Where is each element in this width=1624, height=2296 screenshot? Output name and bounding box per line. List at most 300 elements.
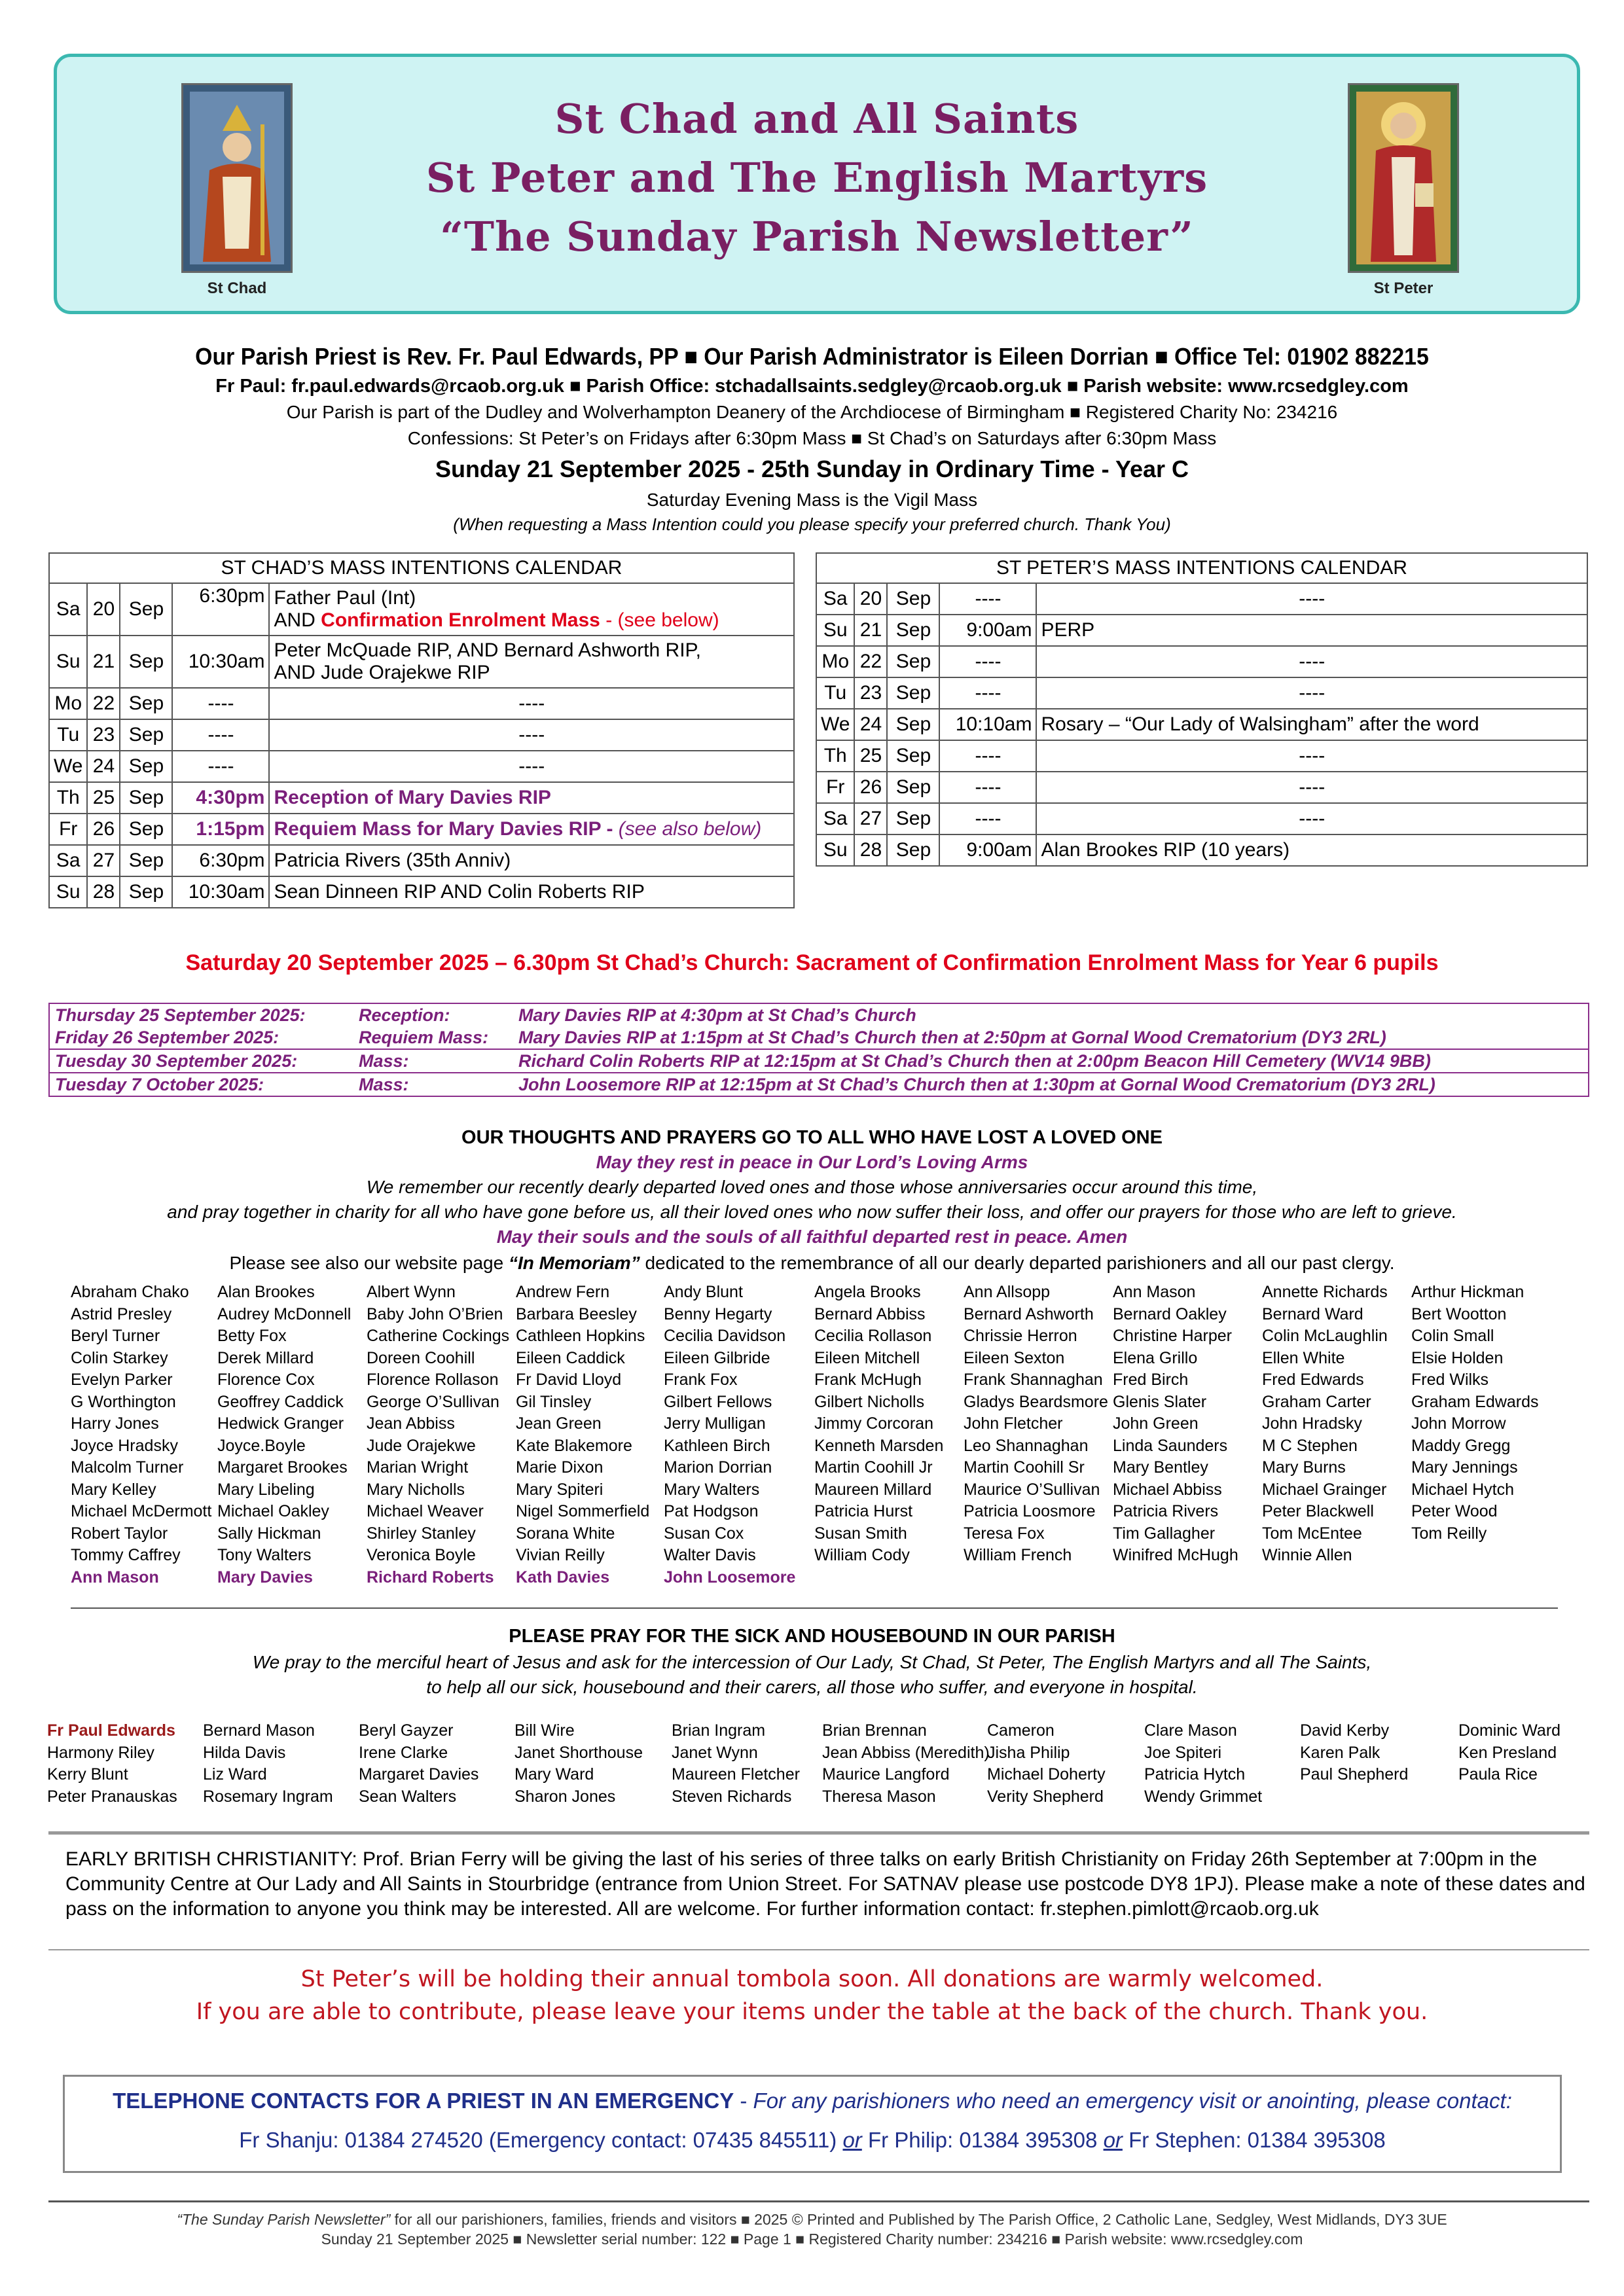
departed-name: Bernard Ward [1262,1304,1363,1323]
departed-name: John Hradsky [1262,1414,1362,1433]
sick-name: Sharon Jones [514,1787,616,1806]
sick-name: Cameron [987,1721,1055,1740]
cal-time: ---- [172,751,269,782]
cal-date: 27 [87,845,120,876]
departed-name: Chrissie Herron [964,1327,1077,1345]
departed-name: Michael Hytch [1411,1480,1514,1499]
departed-name: Cecilia Davidson [664,1327,786,1345]
departed-column [367,1282,509,1588]
cal-date: 22 [854,646,887,677]
departed-name: Vivian Reilly [516,1546,605,1564]
departed-name: Mary Kelley [71,1480,156,1499]
cal-intention: ---- [1036,677,1587,709]
cal-date: 24 [854,709,887,740]
funeral-row [50,1026,1588,1049]
cal-time: ---- [939,772,1036,803]
cal-date: 26 [87,814,120,845]
departed-name: Sorana White [516,1524,615,1543]
st-peter-calendar-title: ST PETER’S MASS INTENTIONS CALENDAR [816,553,1587,583]
departed-name: Hedwick Granger [217,1414,344,1433]
footer-publisher: for all our parishioners, families, friends and visitors ■ 2025 © Printed and Published by The Parish Office, 2 Catholic Lane, Sedgley, West Midlands, DY3 3UE [390,2211,1447,2228]
departed-name: Kathleen Birch [664,1436,770,1455]
deanery-line: Our Parish is part of the Dudley and Wolverhampton Deanery of the Archdiocese of Birmingham ■ Registered Charity No: 234216 [286,402,1338,422]
departed-name: Michael Weaver [367,1502,484,1520]
sick-name: Maureen Fletcher [672,1765,800,1784]
departed-name: Joyce Hradsky [71,1436,178,1455]
cal-time: 1:15pm [172,814,269,845]
cal-day: Tu [816,677,854,709]
departed-name: Derek Millard [217,1348,314,1367]
cal-day: Su [816,834,854,866]
sick-name: Liz Ward [203,1765,267,1784]
confirmation-notice: Saturday 20 September 2025 – 6.30pm St Chad’s Church: Sacrament of Confirmation Enrolment Mass for Year 6 pupils [185,950,1439,975]
cal-day: Th [816,740,854,772]
departed-name: Florence Cox [217,1371,315,1389]
departed-name: Catherine Cockings [367,1327,510,1345]
sick-name: Michael Doherty [987,1765,1106,1784]
departed-name: Florence Rollason [367,1371,499,1389]
departed-name: Tom McEntee [1262,1524,1362,1543]
departed-name: Jean Green [516,1414,602,1433]
sick-name: Jisha Philip [987,1743,1070,1762]
sunday-title: Sunday 21 September 2025 - 25th Sunday in Ordinary Time - Year C [435,456,1189,482]
cal-intention: ---- [1036,646,1587,677]
departed-name: Robert Taylor [71,1524,168,1543]
departed-name: Michael McDermott [71,1502,212,1520]
departed-name: G Worthington [71,1392,176,1411]
departed-name: Patricia Loosmore [964,1502,1096,1520]
section-divider [71,1607,1558,1609]
cal-date: 21 [854,615,887,646]
departed-name: Fred Edwards [1262,1371,1364,1389]
tombola-line-2: If you are able to contribute, please leave your items under the table at the back of the church. Thank you. [196,1999,1428,2025]
sick-line-2: to help all our sick, housebound and their carers, all those who suffer, and everyone in hospital. [426,1677,1198,1697]
cal-month: Sep [120,719,172,751]
sick-name: Paula Rice [1458,1765,1538,1784]
tombola-line-1: St Peter’s will be holding their annual tombola soon. All donations are warmly welcomed. [300,1966,1324,1992]
departed-name: John Morrow [1411,1414,1506,1433]
departed-name: Bernard Oakley [1113,1304,1227,1323]
departed-name: Ellen White [1262,1348,1345,1367]
early-christianity-notice [65,1847,1585,1922]
cal-time: ---- [939,740,1036,772]
cal-date: 23 [854,677,887,709]
sick-column [822,1720,990,1808]
departed-name: Abraham Chako [71,1283,189,1301]
sick-heading: PLEASE PRAY FOR THE SICK AND HOUSEBOUND IN OUR PARISH [509,1626,1115,1647]
departed-name: Eileen Mitchell [814,1348,920,1367]
departed-name: Martin Coohill Jr [814,1458,933,1477]
funeral-detail: Richard Colin Roberts RIP at 12:15pm at St Chad’s Church then at 2:00pm Beacon Hill Cemetery (WV14 9BB) [518,1051,1431,1071]
sick-name: Beryl Gayzer [359,1721,454,1740]
cal-intention: ---- [1036,740,1587,772]
vigil-line: Saturday Evening Mass is the Vigil Mass [646,490,978,510]
sick-column [359,1720,478,1808]
departed-name: Cecilia Rollason [814,1327,932,1345]
sick-name: Kerry Blunt [47,1765,128,1784]
emergency-contacts-line [65,2128,1560,2153]
sick-column [1144,1720,1262,1808]
departed-column [664,1282,795,1588]
departed-name: Colin McLaughlin [1262,1327,1388,1345]
cal-time: ---- [939,646,1036,677]
departed-name: Jude Orajekwe [367,1436,476,1455]
notice-line: Community Centre at Our Lady and All Saints in Stourbridge (entrance from Union Street. For SATNAV please use postcode DY8 1PJ). Please make a note of these dates and [65,1873,1585,1895]
requiem-label: Requiem Mass for Mary Davies RIP - [274,818,619,840]
recent-departed-name: John Loosemore [664,1568,796,1587]
departed-column [964,1282,1108,1567]
memo-prefix: Please see also our website page [229,1253,509,1273]
cal-month: Sep [120,636,172,688]
footer-divider [48,2200,1589,2202]
cal-month: Sep [887,834,939,866]
cal-date: 28 [87,876,120,908]
cal-day: Fr [49,814,87,845]
cal-day: Sa [49,583,87,636]
recent-departed-name: Richard Roberts [367,1568,494,1587]
footer-line-2: Sunday 21 September 2025 ■ Newsletter serial number: 122 ■ Page 1 ■ Registered Charity number: 234216 ■ Parish website: www.rcsedgley.com [321,2231,1303,2248]
cal-month: Sep [887,615,939,646]
departed-name: Frank Fox [664,1371,738,1389]
newsletter-header [54,54,1580,314]
departed-name: Pat Hodgson [664,1502,759,1520]
departed-name: Sally Hickman [217,1524,321,1543]
prayers-line-1: We remember our recently dearly departed loved ones and those whose anniversaries occur around this time, [366,1177,1258,1197]
departed-name: Baby John O’Brien [367,1304,503,1323]
st-chad-calendar [48,552,795,908]
departed-name: Marion Dorrian [664,1458,772,1477]
cal-day: Su [816,615,854,646]
departed-name: Eileen Sexton [964,1348,1065,1367]
departed-name: Jimmy Corcoran [814,1414,933,1433]
sick-name: Peter Pranauskas [47,1787,177,1806]
sick-name: Jean Abbiss (Meredith) [822,1743,990,1762]
sick-name: Karen Palk [1300,1743,1380,1762]
cal-time: 9:00am [939,834,1036,866]
funeral-row [50,1049,1588,1072]
recent-departed-name: Mary Davies [217,1568,313,1587]
fr-shanju-contact: Fr Shanju: 01384 274520 (Emergency contact: 07435 845511) [239,2128,843,2152]
departed-name: Winifred McHugh [1113,1546,1238,1564]
departed-name: Linda Saunders [1113,1436,1228,1455]
sick-name: Paul Shepherd [1300,1765,1409,1784]
departed-column [814,1282,943,1567]
departed-name: Frank Shannaghan [964,1371,1103,1389]
departed-name: Elsie Holden [1411,1348,1504,1367]
departed-column [1113,1282,1238,1567]
departed-name: Mary Spiteri [516,1480,604,1499]
fr-stephen-contact: Fr Stephen: 01384 395308 [1122,2128,1386,2152]
cal-month: Sep [887,772,939,803]
recent-departed-name: Ann Mason [71,1568,159,1587]
cal-month: Sep [120,583,172,636]
notice-line: pass on the information to anyone you think may be interested. All are welcome. For further information contact: fr.stephen.pimlott@rcaob.org.uk [65,1898,1319,1920]
departed-name: Andrew Fern [516,1283,610,1301]
departed-name: Graham Carter [1262,1392,1371,1411]
title-line-1: St Chad and All Saints [554,95,1079,143]
cal-intention: Rosary – “Our Lady of Walsingham” after the word [1036,709,1587,740]
footer-newsletter-title: “The Sunday Parish Newsletter” [177,2211,391,2228]
sick-column [672,1720,800,1808]
departed-name: Fr David Lloyd [516,1371,622,1389]
departed-name: Winnie Allen [1262,1546,1352,1564]
cal-date: 24 [87,751,120,782]
sick-name: Sean Walters [359,1787,457,1806]
st-chad-caption: St Chad [207,279,267,297]
departed-name: Kate Blakemore [516,1436,632,1455]
intention-line [274,609,789,632]
funeral-type: Mass: [359,1075,409,1094]
request-note: (When requesting a Mass Intention could you please specify your preferred church. Thank You) [453,514,1171,534]
cal-date: 25 [854,740,887,772]
see-below-note: - (see below) [600,609,719,631]
departed-name: Gil Tinsley [516,1392,592,1411]
cal-intention: Reception of Mary Davies RIP [269,782,794,814]
departed-column [217,1282,351,1588]
cal-day: Tu [49,719,87,751]
sick-name: Verity Shepherd [987,1787,1104,1806]
cal-month: Sep [120,688,172,719]
departed-name: Alan Brookes [217,1283,315,1301]
cal-month: Sep [887,740,939,772]
sick-name: Brian Ingram [672,1721,766,1740]
cal-intention [269,814,794,845]
sick-name: Brian Brennan [822,1721,927,1740]
departed-name: Teresa Fox [964,1524,1045,1543]
cal-time: ---- [939,677,1036,709]
departed-name: Astrid Presley [71,1304,172,1323]
cal-month: Sep [120,782,172,814]
intention-line: Peter McQuade RIP, AND Bernard Ashworth RIP, [274,639,702,661]
cal-month: Sep [887,646,939,677]
departed-name: Martin Coohill Sr [964,1458,1085,1477]
cal-intention: ---- [269,688,794,719]
cal-month: Sep [887,709,939,740]
departed-column [71,1282,211,1588]
departed-name: Malcolm Turner [71,1458,184,1477]
st-peter-calendar [816,552,1588,867]
cal-day: Fr [816,772,854,803]
departed-name: Mary Jennings [1411,1458,1518,1477]
departed-name: William French [964,1546,1072,1564]
section-divider [48,1831,1589,1835]
departed-name: Gladys Beardsmore [964,1392,1108,1411]
footer-line-1 [0,2211,1624,2229]
cal-intention: Patricia Rivers (35th Anniv) [269,845,794,876]
departed-name: Tony Walters [217,1546,312,1564]
notice-line: EARLY BRITISH CHRISTIANITY: Prof. Brian Ferry will be giving the last of his series of three talks on early British Christianity on Friday 26th September at 7:00pm in the [65,1848,1538,1870]
intention-prefix: AND [274,609,321,631]
sick-name: Theresa Mason [822,1787,936,1806]
title-line-2: St Peter and The English Martyrs [425,154,1208,202]
departed-name: Walter Davis [664,1546,756,1564]
sick-name: Wendy Grimmet [1144,1787,1263,1806]
cal-month: Sep [120,751,172,782]
departed-name: Maurice O’Sullivan [964,1480,1100,1499]
departed-name: Tom Reilly [1411,1524,1487,1543]
departed-name: Jerry Mulligan [664,1414,766,1433]
departed-name: Barbara Beesley [516,1304,637,1323]
funeral-type: Requiem Mass: [359,1028,489,1047]
funeral-type: Mass: [359,1051,409,1071]
cal-day: Su [49,876,87,908]
cal-intention: ---- [1036,583,1587,615]
departed-name: Patricia Rivers [1113,1502,1219,1520]
sick-name: Hilda Davis [203,1743,286,1762]
sick-name: Steven Richards [672,1787,792,1806]
departed-name: Mary Walters [664,1480,760,1499]
departed-name: Colin Starkey [71,1348,168,1367]
funeral-row [50,1072,1588,1096]
departed-name: Mary Burns [1262,1458,1346,1477]
departed-name: Michael Grainger [1262,1480,1387,1499]
funeral-detail: Mary Davies RIP at 1:15pm at St Chad’s Church then at 2:50pm at Gornal Wood Crematorium (DY3 2RL) [518,1028,1386,1047]
cal-day: We [816,709,854,740]
sick-name: Janet Shorthouse [514,1743,643,1762]
sick-name: Harmony Riley [47,1743,154,1762]
cal-date: 22 [87,688,120,719]
intention-line: AND Jude Orajekwe RIP [274,662,490,683]
sick-column [987,1720,1106,1808]
cal-time: 10:10am [939,709,1036,740]
cal-day: Th [49,782,87,814]
departed-name: Bernard Abbiss [814,1304,926,1323]
cal-intention: ---- [269,719,794,751]
departed-name: Susan Cox [664,1524,744,1543]
departed-name: Marian Wright [367,1458,469,1477]
departed-name: Doreen Coohill [367,1348,475,1367]
departed-name: Eileen Gilbride [664,1348,770,1367]
departed-name: Peter Blackwell [1262,1502,1374,1520]
cal-day: We [49,751,87,782]
departed-name: Christine Harper [1113,1327,1233,1345]
sick-name: Dominic Ward [1458,1721,1561,1740]
cal-intention [269,636,794,688]
cal-date: 25 [87,782,120,814]
cal-intention: PERP [1036,615,1587,646]
departed-column [516,1282,649,1588]
emergency-heading-line [65,2089,1560,2113]
sick-name: Bernard Mason [203,1721,315,1740]
departed-name: Angela Brooks [814,1283,921,1301]
sick-name: Janet Wynn [672,1743,758,1762]
cal-date: 28 [854,834,887,866]
departed-name: Glenis Slater [1113,1392,1207,1411]
departed-name: John Fletcher [964,1414,1063,1433]
sick-name: Fr Paul Edwards [47,1721,175,1740]
departed-name: Margaret Brookes [217,1458,348,1477]
st-peter-caption: St Peter [1373,279,1434,297]
confessions-line: Confessions: St Peter’s on Fridays after 6:30pm Mass ■ St Chad’s on Saturdays after 6:30pm Mass [407,428,1217,448]
departed-name: Peter Wood [1411,1502,1498,1520]
emergency-heading: TELEPHONE CONTACTS FOR A PRIEST IN AN EMERGENCY [113,2089,734,2113]
sick-name: Bill Wire [514,1721,575,1740]
departed-column [1411,1282,1539,1545]
departed-name: Maureen Millard [814,1480,932,1499]
departed-name: Veronica Boyle [367,1546,476,1564]
cal-time: 10:30am [172,876,269,908]
departed-name: Michael Oakley [217,1502,329,1520]
departed-name: John Green [1113,1414,1199,1433]
prayers-heading: OUR THOUGHTS AND PRAYERS GO TO ALL WHO HAVE LOST A LOVED ONE [461,1127,1163,1148]
departed-name: Maddy Gregg [1411,1436,1511,1455]
departed-name: Annette Richards [1262,1283,1388,1301]
section-divider [48,1949,1589,1950]
departed-name: Susan Smith [814,1524,907,1543]
departed-name: Audrey McDonnell [217,1304,352,1323]
funeral-notices [48,1003,1589,1097]
st-peter-window-image [1348,83,1459,273]
departed-name: Betty Fox [217,1327,287,1345]
cal-month: Sep [887,583,939,615]
cal-date: 27 [854,803,887,834]
contact-line: Fr Paul: fr.paul.edwards@rcaob.org.uk ■ Parish Office: stchadallsaints.sedgley@rcaob.org.uk ■ Parish website: www.rcsedgley.com [215,376,1409,397]
cal-intention: ---- [1036,772,1587,803]
sick-name: Clare Mason [1144,1721,1237,1740]
cal-intention [269,583,794,636]
cal-time: ---- [172,688,269,719]
departed-name: Leo Shannaghan [964,1436,1089,1455]
departed-name: Mary Libeling [217,1480,315,1499]
cal-day: Sa [49,845,87,876]
departed-name: Bernard Ashworth [964,1304,1094,1323]
departed-name: George O’Sullivan [367,1392,499,1411]
in-memoriam-line [0,1253,1624,1274]
in-memoriam-link-text: “In Memoriam” [508,1253,640,1273]
sick-column [203,1720,333,1808]
funeral-detail: Mary Davies RIP at 4:30pm at St Chad’s Church [518,1005,916,1025]
departed-name: Andy Blunt [664,1283,743,1301]
departed-name: Michael Abbiss [1113,1480,1222,1499]
cal-time: 9:00am [939,615,1036,646]
sick-name: Ken Presland [1458,1743,1557,1762]
cal-day: Mo [816,646,854,677]
cal-day: Mo [49,688,87,719]
departed-name: Fred Wilks [1411,1371,1489,1389]
departed-name: Joyce.Boyle [217,1436,306,1455]
departed-name: Jean Abbiss [367,1414,455,1433]
sick-line-1: We pray to the merciful heart of Jesus and ask for the intercession of Our Lady, St Chad, St Peter, The English Martyrs and all The Saints, [252,1652,1372,1672]
prayers-line-2: and pray together in charity for all who have gone before us, all their loved ones who now suffer their loss, and offer our prayers for those who are left to grieve. [167,1202,1457,1222]
sick-name: Patricia Hytch [1144,1765,1246,1784]
departed-column [1262,1282,1388,1567]
departed-name: Patricia Hurst [814,1502,913,1520]
sick-column [1458,1720,1561,1786]
departed-name: Ann Mason [1113,1283,1196,1301]
funeral-date: Friday 26 September 2025: [55,1028,280,1047]
cal-time: 10:30am [172,636,269,688]
departed-name: Graham Edwards [1411,1392,1539,1411]
departed-name: M C Stephen [1262,1436,1358,1455]
cal-date: 20 [854,583,887,615]
departed-name: William Cody [814,1546,910,1564]
departed-name: Gilbert Nicholls [814,1392,925,1411]
cal-month: Sep [120,876,172,908]
funeral-date: Thursday 25 September 2025: [55,1005,306,1025]
departed-name: Cathleen Hopkins [516,1327,645,1345]
departed-name: Marie Dixon [516,1458,604,1477]
departed-name: Shirley Stanley [367,1524,476,1543]
cal-intention: ---- [1036,803,1587,834]
cal-day: Sa [816,803,854,834]
cal-intention: Sean Dinneen RIP AND Colin Roberts RIP [269,876,794,908]
funeral-detail: John Loosemore RIP at 12:15pm at St Chad’s Church then at 1:30pm at Gornal Wood Crematorium (DY3 2RL) [518,1075,1435,1094]
cal-date: 26 [854,772,887,803]
emergency-contacts-box [63,2075,1562,2173]
see-also-note: (see also below) [618,818,762,840]
departed-name: Elena Grillo [1113,1348,1198,1367]
cal-time: 4:30pm [172,782,269,814]
